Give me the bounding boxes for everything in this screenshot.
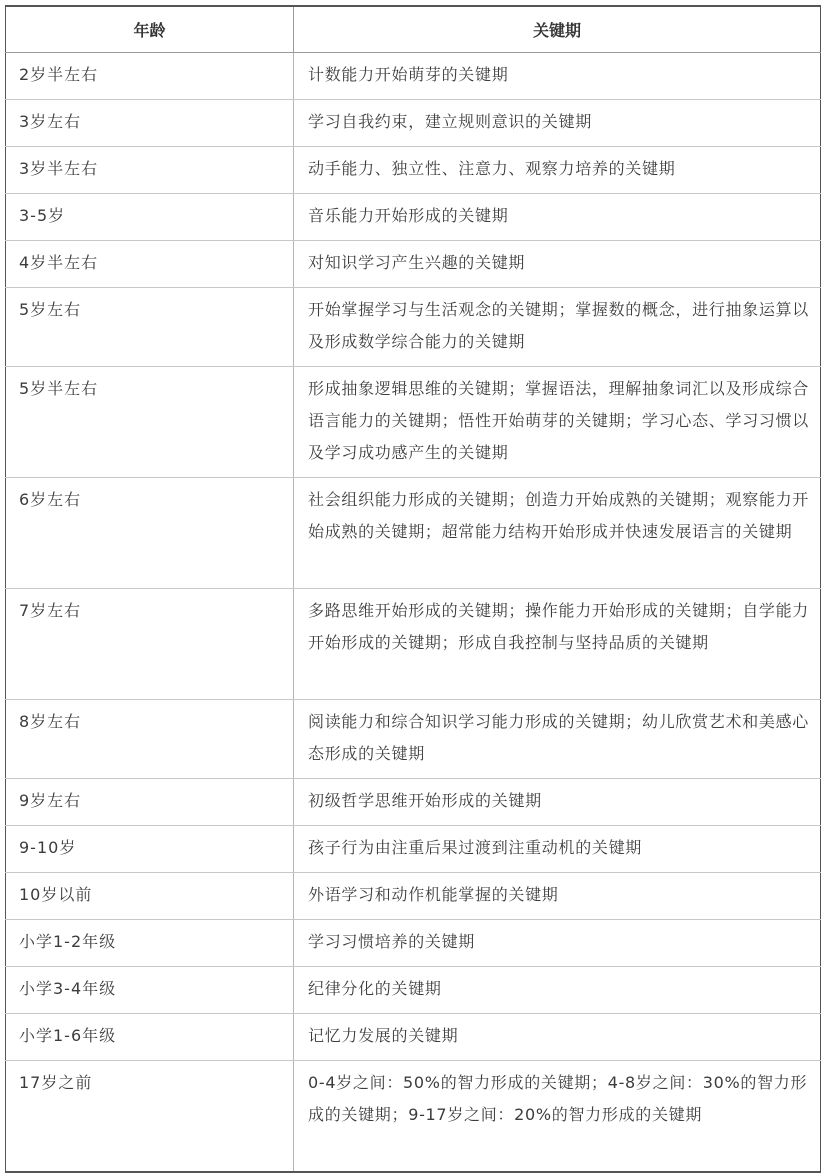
age-cell: 3岁左右 (6, 100, 294, 147)
period-cell: 计数能力开始萌芽的关键期 (294, 53, 821, 100)
table-row (6, 194, 821, 241)
period-cell: 孩子行为由注重后果过渡到注重动机的关键期 (294, 826, 821, 873)
age-cell: 8岁左右 (6, 700, 294, 779)
table-row (6, 288, 821, 367)
period-cell: 0-4岁之间：50%的智力形成的关键期；4-8岁之间：30%的智力形成的关键期；9-17岁之间：20%的智力形成的关键期 (294, 1061, 821, 1172)
period-cell: 阅读能力和综合知识学习能力形成的关键期；幼儿欣赏艺术和美感心态形成的关键期 (294, 700, 821, 779)
table-row (6, 967, 821, 1014)
table-row (6, 478, 821, 589)
age-cell: 9岁左右 (6, 779, 294, 826)
age-cell: 小学1-2年级 (6, 920, 294, 967)
period-cell: 学习习惯培养的关键期 (294, 920, 821, 967)
age-cell: 小学1-6年级 (6, 1014, 294, 1061)
age-cell: 小学3-4年级 (6, 967, 294, 1014)
age-cell: 9-10岁 (6, 826, 294, 873)
period-cell: 音乐能力开始形成的关键期 (294, 194, 821, 241)
period-cell: 学习自我约束，建立规则意识的关键期 (294, 100, 821, 147)
table-row (6, 53, 821, 100)
age-cell: 3-5岁 (6, 194, 294, 241)
table-row (6, 241, 821, 288)
table-row (6, 826, 821, 873)
age-cell: 10岁以前 (6, 873, 294, 920)
table-row (6, 700, 821, 779)
age-cell: 5岁左右 (6, 288, 294, 367)
table-row (6, 100, 821, 147)
period-cell: 纪律分化的关键期 (294, 967, 821, 1014)
table-row (6, 779, 821, 826)
age-cell: 4岁半左右 (6, 241, 294, 288)
period-cell: 多路思维开始形成的关键期；操作能力开始形成的关键期；自学能力开始形成的关键期；形成自我控制与坚持品质的关键期 (294, 589, 821, 700)
period-cell: 外语学习和动作机能掌握的关键期 (294, 873, 821, 920)
period-cell: 对知识学习产生兴趣的关键期 (294, 241, 821, 288)
period-cell: 开始掌握学习与生活观念的关键期；掌握数的概念，进行抽象运算以及形成数学综合能力的关键期 (294, 288, 821, 367)
table-row (6, 147, 821, 194)
table-row (6, 920, 821, 967)
age-cell: 3岁半左右 (6, 147, 294, 194)
period-cell: 社会组织能力形成的关键期；创造力开始成熟的关键期；观察能力开始成熟的关键期；超常能力结构开始形成并快速发展语言的关键期 (294, 478, 821, 589)
critical-period-table (5, 5, 821, 1173)
table-row (6, 873, 821, 920)
table-body (6, 53, 821, 1172)
period-cell: 形成抽象逻辑思维的关键期；掌握语法，理解抽象词汇以及形成综合语言能力的关键期；悟性开始萌芽的关键期；学习心态、学习习惯以及学习成功感产生的关键期 (294, 367, 821, 478)
age-cell: 2岁半左右 (6, 53, 294, 100)
period-cell: 动手能力、独立性、注意力、观察力培养的关键期 (294, 147, 821, 194)
age-cell: 7岁左右 (6, 589, 294, 700)
table-row (6, 1061, 821, 1172)
header-age: 年龄 (6, 6, 294, 53)
period-cell: 记忆力发展的关键期 (294, 1014, 821, 1061)
header-row (6, 6, 821, 53)
table-row (6, 367, 821, 478)
table-row (6, 589, 821, 700)
age-cell: 6岁左右 (6, 478, 294, 589)
age-cell: 17岁之前 (6, 1061, 294, 1172)
period-cell: 初级哲学思维开始形成的关键期 (294, 779, 821, 826)
header-critical-period: 关键期 (294, 6, 821, 53)
age-cell: 5岁半左右 (6, 367, 294, 478)
table-row (6, 1014, 821, 1061)
